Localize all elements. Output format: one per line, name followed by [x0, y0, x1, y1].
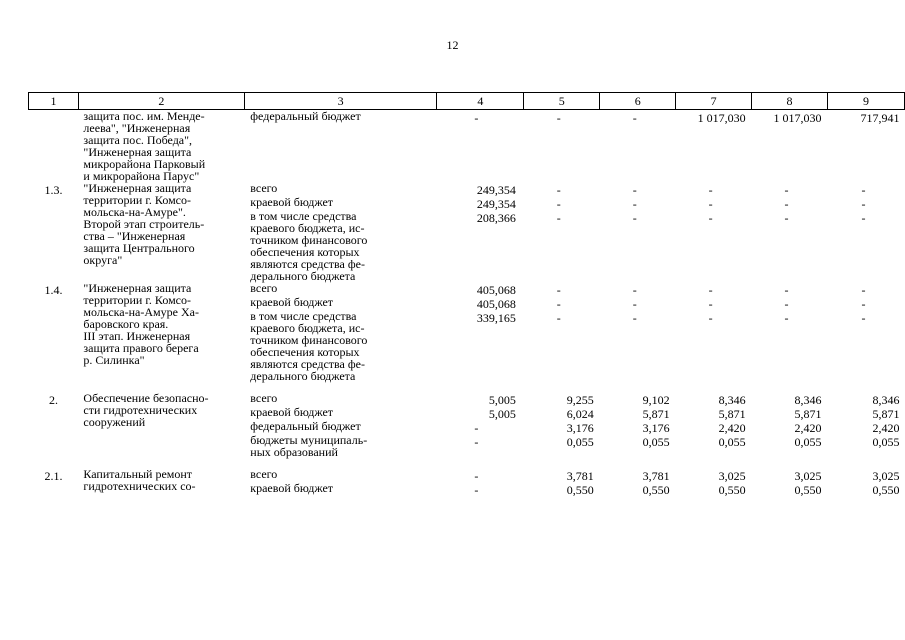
item-name-line: р. Силинка": [83, 353, 145, 367]
funding-source: [244, 434, 437, 458]
value-col-5: 0,055: [566, 435, 594, 449]
item-number: 1.3.: [44, 183, 63, 197]
value-col-8: -: [784, 197, 789, 211]
funding-source: [244, 482, 437, 496]
item-name-line: территории г. Комсо-: [83, 293, 192, 307]
item-name: [78, 392, 244, 458]
value-col-7: 5,871: [718, 407, 746, 421]
funding-source-line: обеспечения которых: [250, 345, 360, 359]
value-col-4: -: [474, 483, 479, 497]
value-col-8: 0,055: [794, 435, 822, 449]
value-col-5: 3,176: [566, 421, 594, 435]
value-col-8: 8,346: [794, 393, 822, 407]
funding-source-line: являются средства фе-: [250, 257, 365, 271]
value-col-6: 0,055: [642, 435, 670, 449]
funding-source-line: краевой бюджет: [250, 405, 334, 419]
value-col-6: 9,102: [642, 393, 670, 407]
funding-source-line: всего: [250, 467, 278, 481]
item-name-line: сти гидротехнических: [83, 403, 198, 417]
item-name-line: леева", "Инженерная: [83, 121, 191, 135]
value-col-4: -: [474, 469, 479, 483]
funding-source: [244, 196, 437, 210]
value-col-6: -: [632, 297, 637, 311]
funding-source-line: федеральный бюджет: [250, 109, 361, 123]
value-col-6: -: [632, 197, 637, 211]
table-row: [29, 468, 905, 482]
funding-source-line: в том числе средства: [250, 209, 357, 223]
item-name-line: округа": [83, 253, 123, 267]
value-col-5: -: [556, 283, 561, 297]
value-col-5: -: [556, 311, 561, 325]
funding-source-line: являются средства фе-: [250, 357, 365, 371]
item-name-line: микрорайона Парковый: [83, 157, 206, 171]
item-name-line: "Инженерная защита: [83, 281, 192, 295]
value-col-9: -: [861, 211, 866, 225]
item-name-line: III этап. Инженерная: [83, 329, 191, 343]
value-col-7: 0,055: [718, 435, 746, 449]
item-name-line: ства – "Инженерная: [83, 229, 186, 243]
funding-source-line: краевого бюджета, ис-: [250, 221, 365, 235]
value-col-9: -: [861, 311, 866, 325]
table-row: [29, 392, 905, 406]
value-col-7: -: [708, 183, 713, 197]
column-header-9: 9: [828, 93, 905, 110]
funding-source-line: бюджеты муниципаль-: [250, 433, 368, 447]
item-name-line: баровского края.: [83, 317, 169, 331]
value-col-6: 3,176: [642, 421, 670, 435]
item-name-line: защита пос. им. Менде-: [83, 109, 205, 123]
value-col-8: 3,025: [794, 469, 822, 483]
value-col-6: -: [632, 311, 637, 325]
value-col-6: 5,871: [642, 407, 670, 421]
value-col-9: 717,941: [860, 111, 900, 125]
funding-source: [244, 182, 437, 196]
column-header-6: 6: [600, 93, 676, 110]
value-col-4: 339,165: [476, 311, 516, 325]
value-col-9: 0,550: [872, 483, 900, 497]
funding-source-line: всего: [250, 281, 278, 295]
funding-source-line: краевого бюджета, ис-: [250, 321, 365, 335]
funding-source: [244, 282, 437, 296]
value-col-6: -: [632, 111, 637, 125]
column-header-5: 5: [524, 93, 600, 110]
item-number: 2.1.: [44, 469, 63, 483]
funding-source-line: точником финансового: [250, 233, 368, 247]
item-name: [78, 110, 244, 183]
value-col-4: 5,005: [488, 407, 516, 421]
value-col-4: -: [474, 111, 479, 125]
item-name: [78, 468, 244, 496]
value-col-4: -: [474, 421, 479, 435]
funding-source-line: краевой бюджет: [250, 295, 334, 309]
value-col-5: 9,255: [566, 393, 594, 407]
funding-source: [244, 420, 437, 434]
column-header-2: 2: [78, 93, 244, 110]
value-col-9: 3,025: [872, 469, 900, 483]
item-name: [78, 282, 244, 382]
value-col-9: 0,055: [872, 435, 900, 449]
item-name-line: сооружений: [83, 415, 146, 429]
value-col-6: -: [632, 283, 637, 297]
funding-source: [244, 210, 437, 282]
value-col-5: 0,550: [566, 483, 594, 497]
value-col-4: -: [474, 435, 479, 449]
funding-source-line: точником финансового: [250, 333, 368, 347]
value-col-9: -: [861, 197, 866, 211]
item-name-line: и микрорайона Парус": [83, 169, 200, 183]
funding-source-line: краевой бюджет: [250, 481, 334, 495]
value-col-8: -: [784, 283, 789, 297]
value-col-7: 0,550: [718, 483, 746, 497]
value-col-8: -: [784, 311, 789, 325]
item-name-line: защита Центрального: [83, 241, 195, 255]
item-name: [78, 182, 244, 282]
item-name-line: "Инженерная защита: [83, 145, 192, 159]
value-col-9: -: [861, 297, 866, 311]
value-col-8: -: [784, 297, 789, 311]
table-row: [29, 282, 905, 296]
value-col-8: -: [784, 211, 789, 225]
value-col-8: 5,871: [794, 407, 822, 421]
value-col-9: 2,420: [872, 421, 900, 435]
funding-source-line: обеспечения которых: [250, 245, 360, 259]
funding-source-line: всего: [250, 391, 278, 405]
value-col-7: -: [708, 197, 713, 211]
table-body: [29, 110, 905, 497]
column-header-4: 4: [437, 93, 524, 110]
value-col-9: -: [861, 283, 866, 297]
item-number: 2.: [48, 393, 58, 407]
item-name-line: гидротехнических со-: [83, 479, 196, 493]
value-col-9: 8,346: [872, 393, 900, 407]
funding-source-line: в том числе средства: [250, 309, 357, 323]
item-name-line: защита правого берега: [83, 341, 199, 355]
value-col-6: 0,550: [642, 483, 670, 497]
item-name-line: мольска-на-Амуре Ха-: [83, 305, 199, 319]
value-col-7: -: [708, 283, 713, 297]
column-header-3: 3: [244, 93, 437, 110]
value-col-8: -: [784, 183, 789, 197]
value-col-5: 3,781: [566, 469, 594, 483]
value-col-9: -: [861, 183, 866, 197]
value-col-4: 208,366: [476, 211, 516, 225]
item-name-line: защита пос. Победа",: [83, 133, 193, 147]
value-col-6: -: [632, 183, 637, 197]
funding-source-line: всего: [250, 181, 278, 195]
page-number: 12: [446, 38, 459, 52]
table-row: [29, 182, 905, 196]
value-col-4: 405,068: [476, 297, 516, 311]
funding-source: [244, 110, 437, 183]
value-col-5: 6,024: [566, 407, 594, 421]
column-header-8: 8: [752, 93, 828, 110]
value-col-5: -: [556, 211, 561, 225]
funding-source-line: краевой бюджет: [250, 195, 334, 209]
item-name-line: мольска-на-Амуре".: [83, 205, 186, 219]
item-number: 1.4.: [44, 283, 63, 297]
funding-source: [244, 468, 437, 482]
column-header-1: 1: [29, 93, 79, 110]
value-col-6: -: [632, 211, 637, 225]
value-col-6: 3,781: [642, 469, 670, 483]
funding-source: [244, 392, 437, 406]
value-col-4: 405,068: [476, 283, 516, 297]
value-col-4: 5,005: [488, 393, 516, 407]
value-col-7: 8,346: [718, 393, 746, 407]
budget-table: [28, 92, 905, 496]
funding-source-line: дерального бюджета: [250, 269, 356, 283]
item-name-line: территории г. Комсо-: [83, 193, 192, 207]
item-name-line: "Инженерная защита: [83, 181, 192, 195]
header-row: [29, 93, 905, 110]
value-col-8: 1 017,030: [773, 111, 822, 125]
funding-source-line: ных образований: [250, 445, 338, 459]
value-col-4: 249,354: [476, 183, 516, 197]
value-col-8: 2,420: [794, 421, 822, 435]
value-col-5: -: [556, 197, 561, 211]
value-col-7: -: [708, 211, 713, 225]
value-col-8: 0,550: [794, 483, 822, 497]
funding-source: [244, 406, 437, 420]
value-col-9: 5,871: [872, 407, 900, 421]
item-name-line: Капитальный ремонт: [83, 467, 193, 481]
table-row: [29, 110, 905, 183]
value-col-7: -: [708, 311, 713, 325]
funding-source: [244, 296, 437, 310]
value-col-5: -: [556, 183, 561, 197]
value-col-7: 3,025: [718, 469, 746, 483]
item-number: [29, 110, 79, 183]
item-name-line: Второй этап строитель-: [83, 217, 205, 231]
funding-source-line: дерального бюджета: [250, 369, 356, 383]
value-col-5: -: [556, 297, 561, 311]
funding-source: [244, 310, 437, 382]
value-col-7: -: [708, 297, 713, 311]
funding-source-line: федеральный бюджет: [250, 419, 361, 433]
item-name-line: Обеспечение безопасно-: [83, 391, 209, 405]
column-header-7: 7: [676, 93, 752, 110]
value-col-7: 2,420: [718, 421, 746, 435]
value-col-5: -: [556, 111, 561, 125]
value-col-7: 1 017,030: [697, 111, 746, 125]
value-col-4: 249,354: [476, 197, 516, 211]
